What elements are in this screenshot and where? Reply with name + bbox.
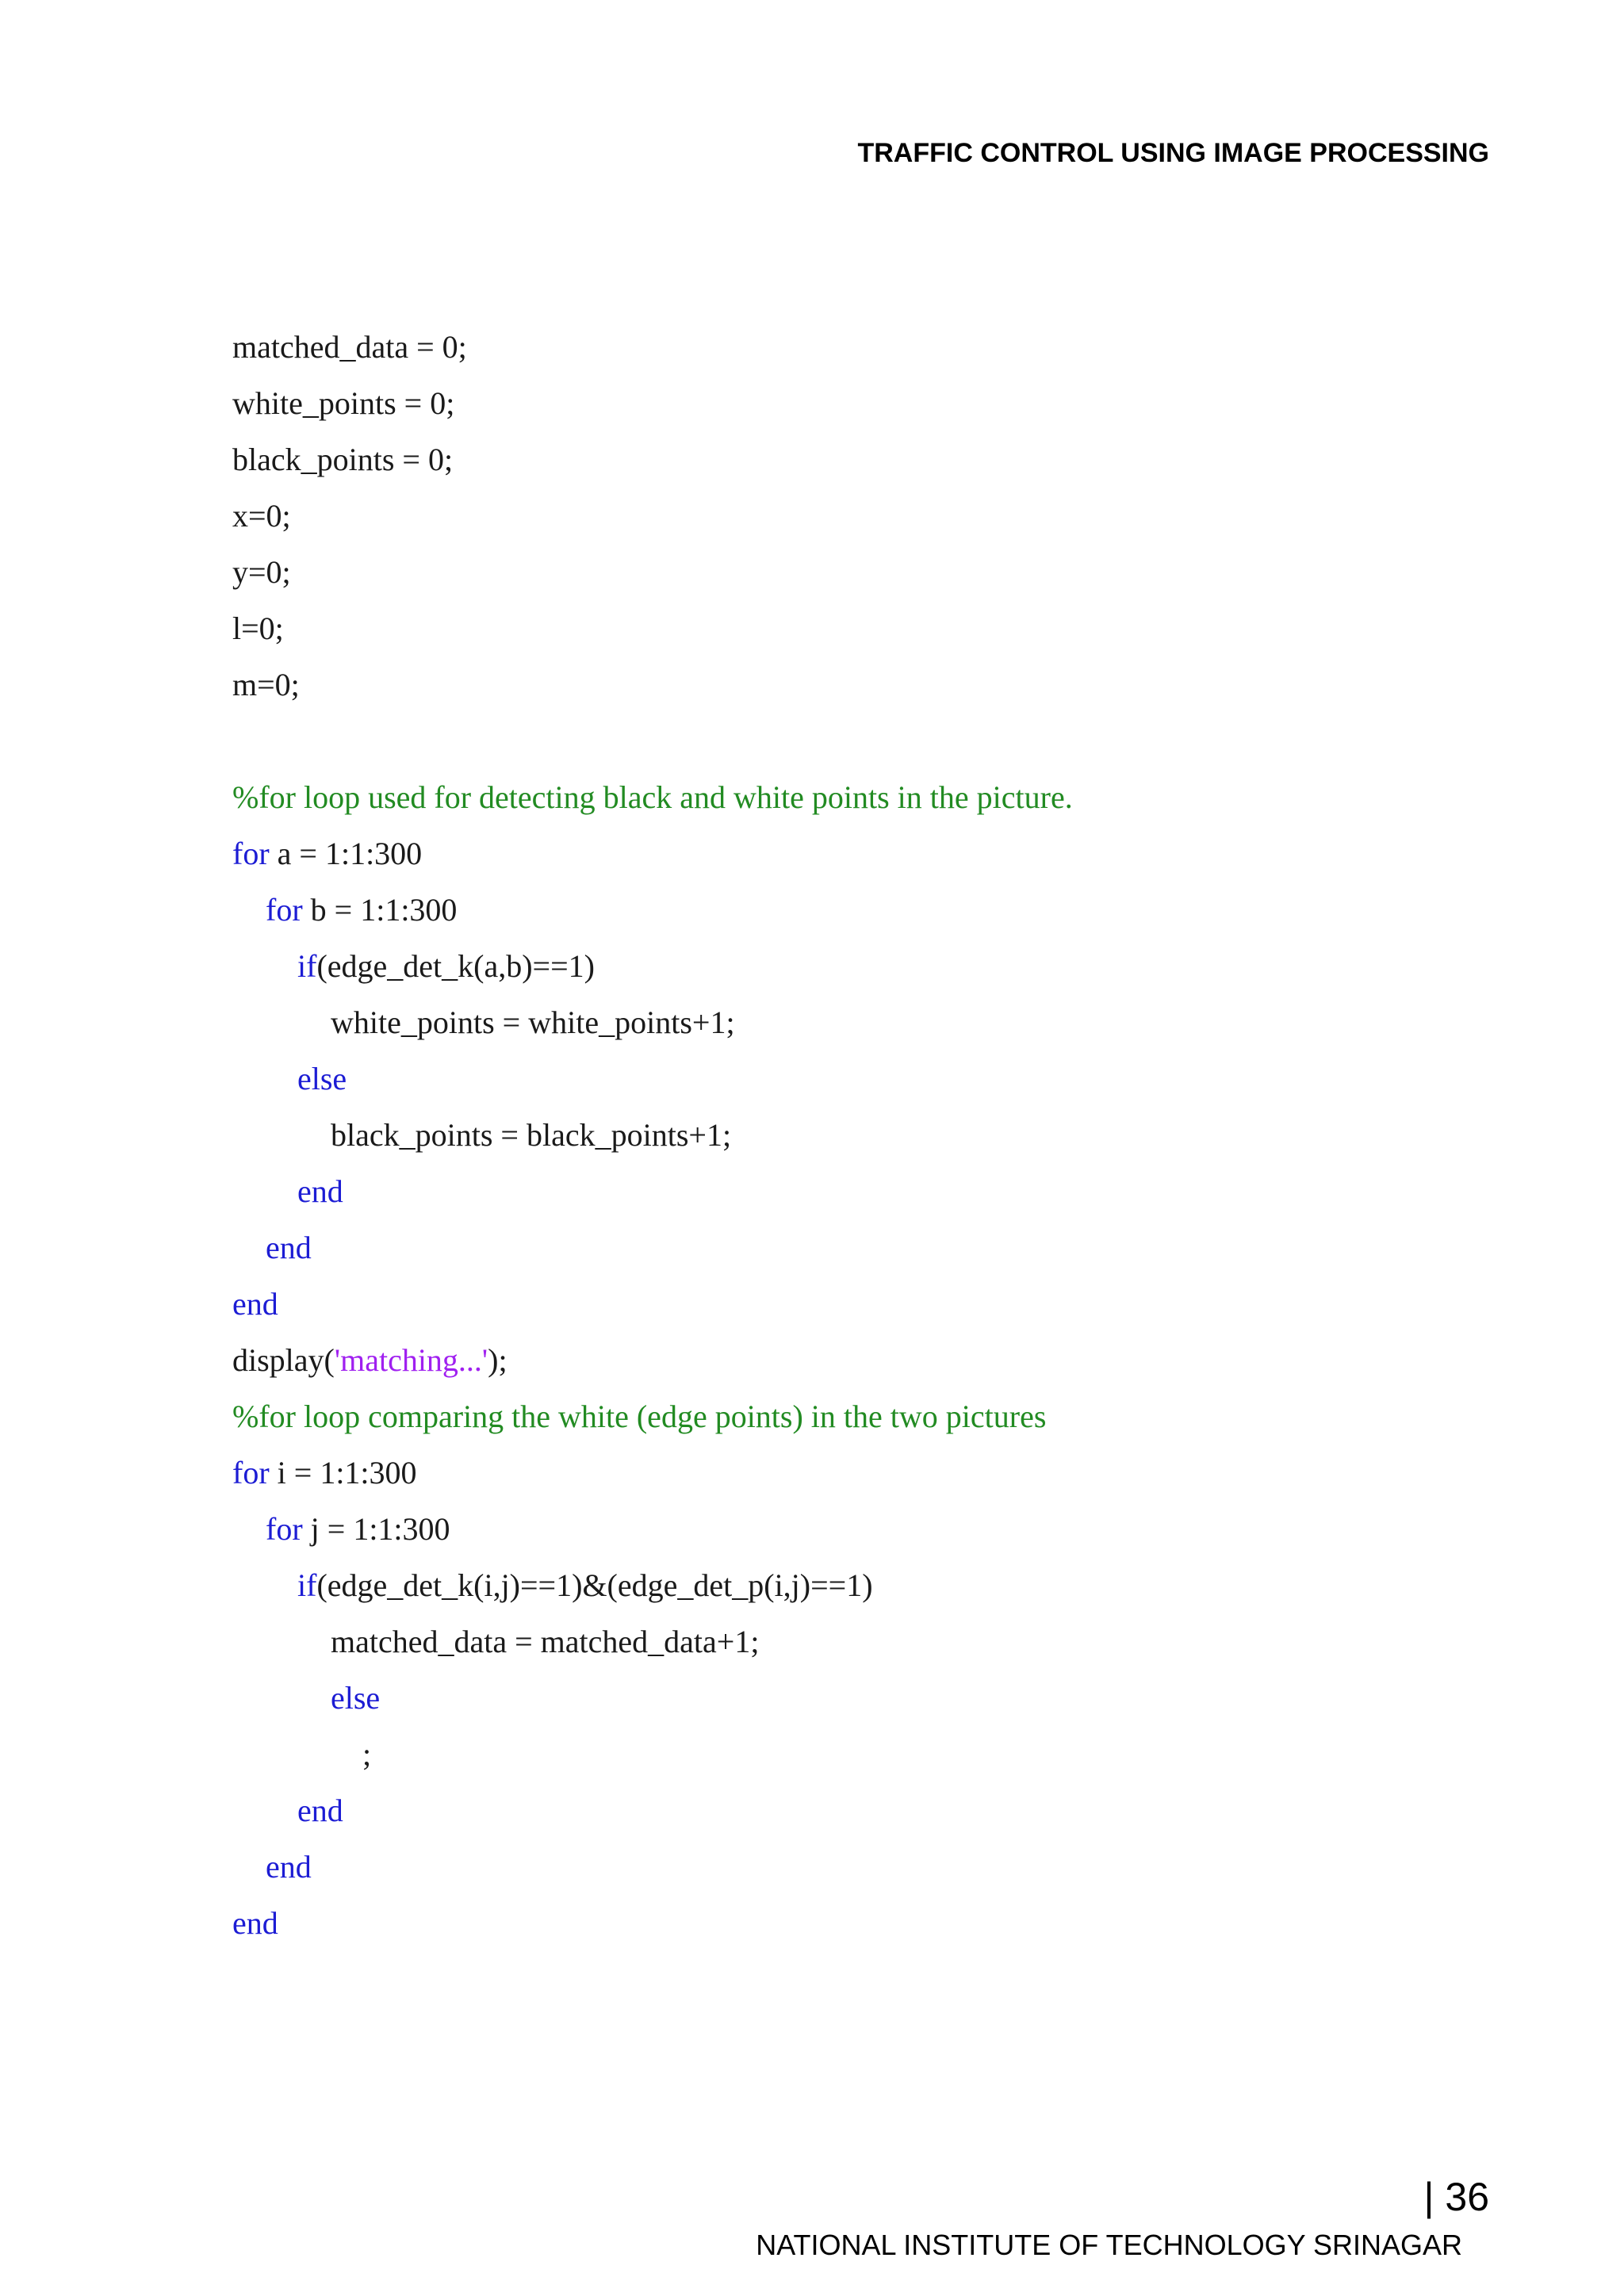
code-line-end-for-i: end xyxy=(232,1905,278,1941)
display-close: ); xyxy=(488,1342,508,1378)
code-line-if-edge-k xyxy=(297,943,595,990)
code-line-else: else xyxy=(297,1061,347,1096)
code-line-for-a xyxy=(232,830,422,878)
keyword-for: for xyxy=(266,1511,303,1547)
keyword-for: for xyxy=(232,1455,270,1490)
code-line-for-i xyxy=(232,1449,417,1497)
condition-edge-k: (edge_det_k(a,b)==1) xyxy=(316,948,595,984)
keyword-if: if xyxy=(297,1567,317,1603)
running-header-title: TRAFFIC CONTROL USING IMAGE PROCESSING xyxy=(857,138,1489,168)
footer-institution: NATIONAL INSTITUTE OF TECHNOLOGY SRINAGAR xyxy=(756,2229,1462,2261)
code-line-init-x: x=0; xyxy=(232,498,291,534)
code-line-init-white: white_points = 0; xyxy=(232,385,455,421)
code-comment-compare-points: %for loop comparing the white (edge points) in the two pictures xyxy=(232,1399,1047,1434)
page-number: | 36 xyxy=(1423,2175,1489,2219)
loop-range-j: j = 1:1:300 xyxy=(302,1511,450,1547)
code-line-black-increment: black_points = black_points+1; xyxy=(331,1117,732,1153)
code-line-matched-increment: matched_data = matched_data+1; xyxy=(331,1624,760,1659)
code-line-end-for-j: end xyxy=(266,1849,312,1885)
loop-range-i: i = 1:1:300 xyxy=(269,1455,417,1490)
code-line-end-if-2: end xyxy=(297,1793,343,1828)
loop-range-b: b = 1:1:300 xyxy=(302,892,458,928)
keyword-for: for xyxy=(232,836,270,871)
keyword-if: if xyxy=(297,948,317,984)
code-line-for-b xyxy=(266,886,457,934)
condition-edge-kp: (edge_det_k(i,j)==1)&(edge_det_p(i,j)==1) xyxy=(316,1567,873,1603)
code-line-end-if: end xyxy=(297,1173,343,1209)
keyword-for: for xyxy=(266,892,303,928)
code-line-init-black: black_points = 0; xyxy=(232,442,454,477)
code-line-for-j xyxy=(266,1506,450,1553)
code-line-end-for-a: end xyxy=(232,1286,278,1322)
code-line-end-for-b: end xyxy=(266,1230,312,1265)
code-comment-detect-points: %for loop used for detecting black and white points in the picture. xyxy=(232,779,1073,815)
display-call: display( xyxy=(232,1342,335,1378)
code-line-else-2: else xyxy=(331,1680,381,1716)
code-line-if-edge-kp xyxy=(297,1562,873,1609)
code-line-init-matched: matched_data = 0; xyxy=(232,329,467,365)
code-line-init-y: y=0; xyxy=(232,554,291,590)
display-string: 'matching...' xyxy=(334,1342,488,1378)
code-line-white-increment: white_points = white_points+1; xyxy=(331,1004,735,1040)
code-line-init-l: l=0; xyxy=(232,610,284,646)
code-line-init-m: m=0; xyxy=(232,667,300,702)
code-line-empty-statement: ; xyxy=(362,1736,372,1772)
loop-range-a: a = 1:1:300 xyxy=(269,836,423,871)
code-line-display xyxy=(232,1337,508,1384)
